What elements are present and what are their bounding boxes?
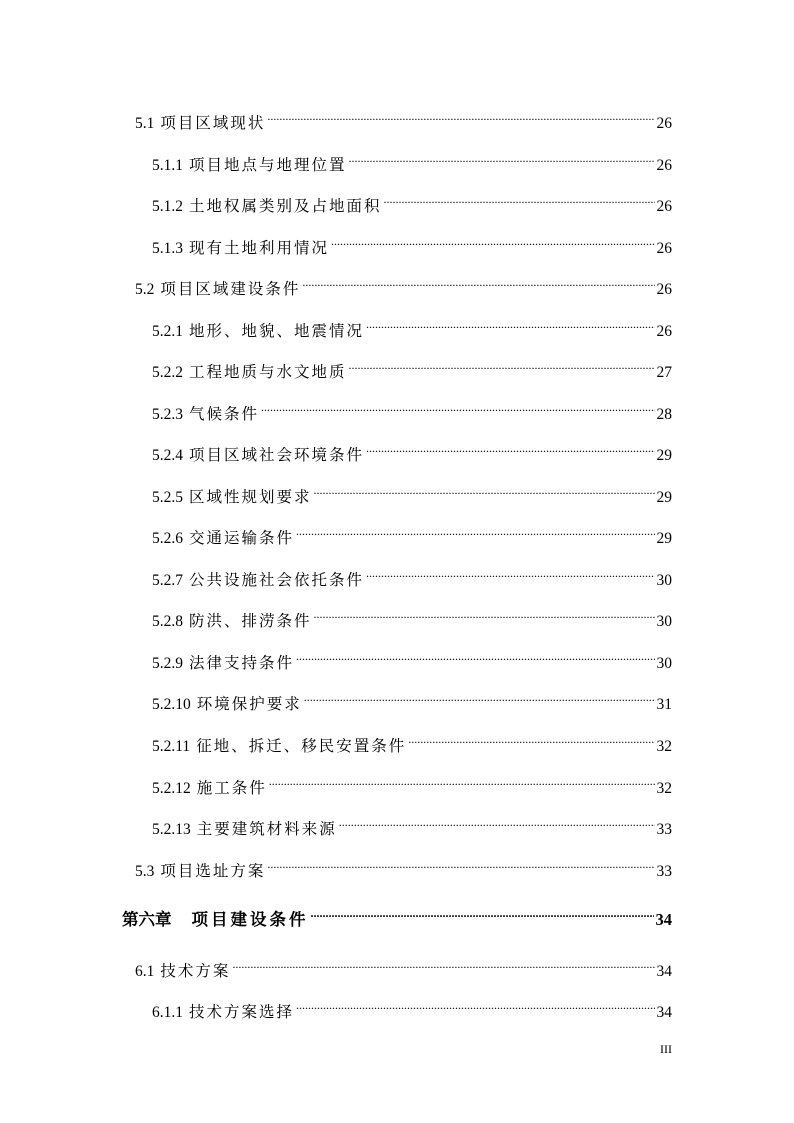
toc-chapter-entry[interactable] [122, 905, 672, 930]
toc-entry[interactable] [152, 440, 672, 466]
toc-entry-title: 环境保护要求 [196, 695, 302, 713]
toc-entry-number: 5.2.1 [152, 323, 183, 340]
toc-entry-page: 33 [656, 821, 672, 838]
toc-entry-number: 5.2 [135, 281, 155, 298]
toc-entry-title: 防洪、排涝条件 [189, 612, 312, 630]
toc-entry[interactable] [135, 108, 672, 134]
toc-entry-number: 5.2.12 [152, 780, 191, 797]
toc-entry-number: 5.2.2 [152, 364, 183, 381]
toc-entry-page: 28 [656, 406, 672, 423]
toc-entry[interactable] [152, 316, 672, 342]
toc-entry-number: 5.2.7 [152, 572, 183, 589]
toc-entry-page: 29 [656, 447, 672, 464]
toc-entry-page: 34 [655, 910, 672, 929]
toc-entry-title: 项目选址方案 [160, 862, 266, 880]
toc-entry[interactable] [135, 956, 672, 982]
dot-leader [304, 689, 655, 709]
toc-entry-page: 30 [656, 613, 672, 630]
toc-entry-page: 29 [656, 489, 672, 506]
toc-entry-number: 5.3 [135, 863, 155, 880]
toc-entry-title: 交通运输条件 [189, 529, 295, 547]
toc-entry-page: 27 [656, 364, 672, 381]
toc-entry-page: 26 [656, 115, 672, 132]
dot-leader [261, 399, 654, 419]
toc-entry-number: 5.2.10 [152, 696, 191, 713]
dot-leader [366, 440, 654, 460]
toc-entry-page: 32 [656, 738, 672, 755]
dot-leader [314, 606, 655, 626]
toc-entry-title: 项目区域建设条件 [160, 280, 301, 298]
dot-leader [349, 357, 655, 377]
dot-leader [296, 523, 654, 543]
dot-leader [366, 316, 654, 336]
toc-entry-number: 6.1 [135, 963, 155, 980]
toc-entry[interactable] [152, 191, 672, 217]
toc-entry-title: 项目区域社会环境条件 [189, 446, 365, 464]
toc-entry-page: 29 [656, 530, 672, 547]
toc-entry-page: 34 [656, 1004, 672, 1021]
toc-entry[interactable] [152, 523, 672, 549]
dot-leader [267, 108, 654, 128]
toc-entry-number: 6.1.1 [152, 1004, 183, 1021]
footer-page-number: III [660, 1042, 672, 1056]
toc-entry-page: 32 [656, 780, 672, 797]
toc-entry-page: 33 [656, 863, 672, 880]
dot-leader [232, 956, 654, 976]
dot-leader [311, 905, 654, 925]
toc-entry-title: 公共设施社会依托条件 [189, 571, 365, 589]
toc-entry-page: 26 [656, 198, 672, 215]
toc-entry[interactable] [152, 482, 672, 508]
toc-entry-number: 5.2.4 [152, 447, 183, 464]
toc-entry-title: 法律支持条件 [189, 654, 295, 672]
toc-entry-title: 技术方案选择 [189, 1003, 295, 1021]
toc-entry[interactable] [152, 814, 672, 840]
toc-entry[interactable] [135, 856, 672, 882]
toc-entry[interactable] [152, 233, 672, 259]
dot-leader [269, 773, 655, 793]
toc-entry-number: 5.2.9 [152, 655, 183, 672]
toc-entry-title: 征地、拆迁、移民安置条件 [196, 737, 407, 755]
toc-entry[interactable] [152, 150, 672, 176]
toc-entry[interactable] [152, 399, 672, 425]
toc-entry-number: 5.2.13 [152, 821, 191, 838]
toc-entry[interactable] [152, 648, 672, 674]
toc-entry-number: 5.2.6 [152, 530, 183, 547]
toc-entry-title: 地形、地貌、地震情况 [189, 322, 365, 340]
toc-entry-page: 26 [656, 281, 672, 298]
dot-leader [339, 814, 655, 834]
toc-entry-page: 31 [656, 696, 672, 713]
toc-entry-number: 5.2.5 [152, 489, 183, 506]
toc-entry-title: 主要建筑材料来源 [196, 820, 337, 838]
toc-entry-page: 26 [656, 240, 672, 257]
dot-leader [267, 856, 654, 876]
toc-entry-page: 30 [656, 572, 672, 589]
toc-entry[interactable] [152, 773, 672, 799]
toc-entry-title: 施工条件 [196, 779, 267, 797]
toc-entry-title: 技术方案 [160, 962, 231, 980]
dot-leader [408, 731, 654, 751]
toc-entry[interactable] [152, 731, 672, 757]
dot-leader [331, 233, 654, 253]
dot-leader [296, 648, 654, 668]
dot-leader [366, 565, 654, 585]
toc-chapter-title: 项目建设条件 [191, 910, 309, 929]
toc-entry-page: 34 [656, 963, 672, 980]
toc-entry[interactable] [135, 274, 672, 300]
dot-leader [384, 191, 655, 211]
toc-entry[interactable] [152, 997, 672, 1023]
toc-entry[interactable] [152, 357, 672, 383]
toc-entry-number: 5.1.1 [152, 157, 183, 174]
toc-entry-page: 26 [656, 157, 672, 174]
toc-entry-number: 5.1 [135, 115, 155, 132]
dot-leader [349, 150, 655, 170]
toc-entry-page: 26 [656, 323, 672, 340]
dot-leader [302, 274, 654, 294]
toc-entry-title: 现有土地利用情况 [189, 239, 330, 257]
dot-leader [296, 997, 654, 1017]
toc-entry-title: 气候条件 [189, 405, 260, 423]
toc-entry[interactable] [152, 606, 672, 632]
toc-entry-number: 5.2.11 [152, 738, 191, 755]
toc-entry-number: 5.1.3 [152, 240, 183, 257]
toc-entry-number: 5.2.3 [152, 406, 183, 423]
dot-leader [314, 482, 655, 502]
toc-entry-number: 5.2.8 [152, 613, 183, 630]
toc-chapter-number: 第六章 [122, 910, 172, 929]
toc-entry-title: 项目地点与地理位置 [189, 156, 347, 174]
toc-entry-page: 30 [656, 655, 672, 672]
toc-entry-title: 工程地质与水文地质 [189, 363, 347, 381]
toc-entry-title: 区域性规划要求 [189, 488, 312, 506]
toc-entry[interactable] [152, 689, 672, 715]
toc-entry-title: 项目区域现状 [160, 114, 266, 132]
toc-entry-number: 5.1.2 [152, 198, 183, 215]
toc-entry-title: 土地权属类别及占地面积 [189, 197, 382, 215]
toc-entry[interactable] [152, 565, 672, 591]
